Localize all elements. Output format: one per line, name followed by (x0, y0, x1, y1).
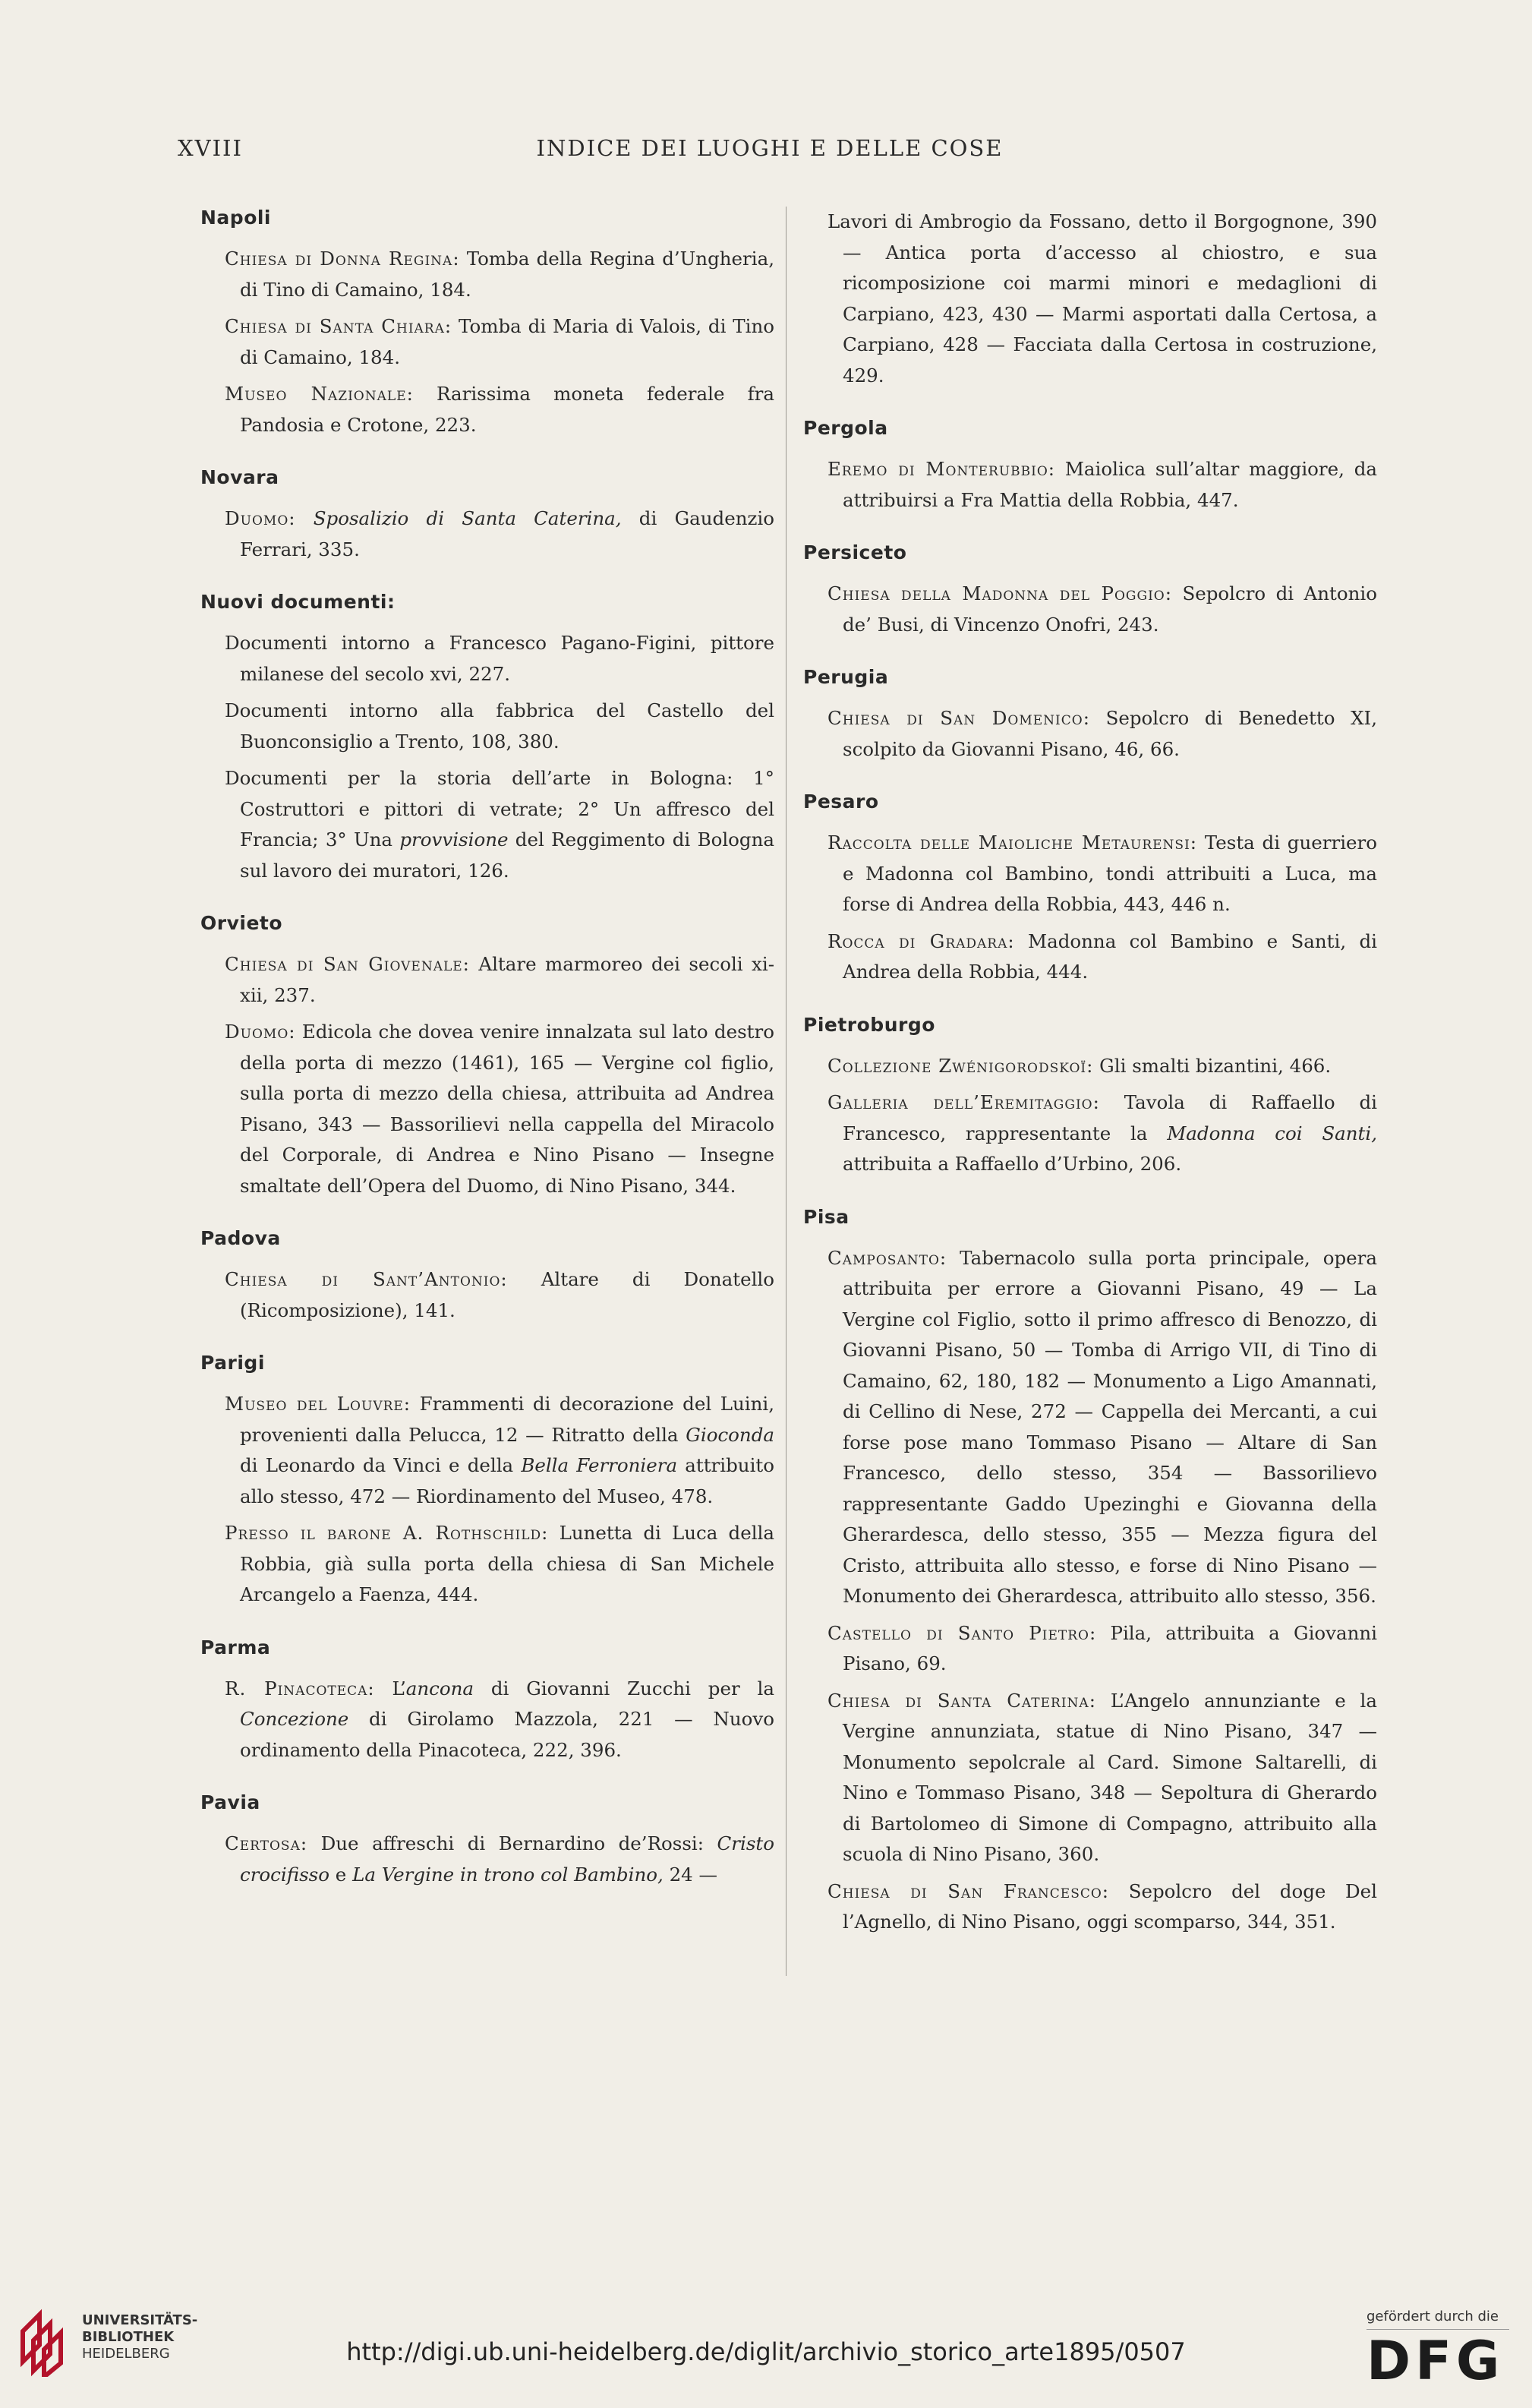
entry-text (296, 507, 314, 529)
entry-work-title: provvisione (399, 828, 509, 851)
entry-text: Tavola di Raffaello di Francesco, rappresentante la (843, 1091, 1377, 1144)
index-entry (210, 244, 774, 305)
entry-location: Duomo: (225, 507, 296, 529)
place-heading: Novara (200, 466, 279, 488)
entry-location: Chiesa di Santa Caterina: (827, 1689, 1096, 1712)
entry-text: Due affreschi di Bernardino de’Rossi: (307, 1832, 717, 1854)
entry-text: Testa di guerriero e Madonna col Bambino, tondi attribuiti a Luca, ma forse di Andrea della Robbia, 443, 446 n. (843, 832, 1377, 915)
entry-work-title: La Vergine in trono col Bambino, (352, 1863, 664, 1886)
index-entry (812, 703, 1377, 765)
entry-text: attribuito allo stesso, 472 — Riordinamento del Museo, 478. (240, 1454, 774, 1507)
index-entry (210, 503, 774, 565)
entry-text: attribuita a Raffaello d’Urbino, 206. (843, 1153, 1182, 1175)
index-entry (210, 696, 774, 757)
place-heading: Perugia (803, 666, 889, 688)
entry-work-title: Concezione (240, 1708, 349, 1730)
index-entry (210, 949, 774, 1011)
entry-text: Sepolcro di Benedetto XI, scolpito da Giovanni Pisano, 46, 66. (843, 707, 1378, 760)
index-entry (210, 763, 774, 886)
running-title: INDICE DEI LUOGHI E DELLE COSE (536, 135, 1004, 161)
index-entry (812, 828, 1377, 920)
entry-text: L’ (374, 1677, 406, 1699)
entry-location: Presso il barone A. Rothschild: (225, 1522, 549, 1544)
index-section (200, 912, 774, 1201)
index-section (803, 207, 1377, 391)
entry-work-title: ancona (405, 1677, 474, 1699)
index-section (200, 1227, 774, 1326)
entry-text: Documenti intorno alla fabbrica del Castello del Buonconsiglio a Trento, 108, 380. (225, 699, 774, 753)
entry-text: 24 — (663, 1863, 718, 1886)
place-heading: Persiceto (803, 541, 907, 563)
place-heading: Pietroburgo (803, 1013, 935, 1036)
entry-location: Chiesa di Santa Chiara: (225, 315, 452, 337)
entry-text: Gli smalti bizantini, 466. (1093, 1054, 1332, 1077)
entry-location: Eremo di Monterubbio: (827, 458, 1056, 480)
entry-work-title: Gioconda (686, 1423, 774, 1446)
entry-location: R. Pinacoteca: (225, 1677, 375, 1699)
index-entry (812, 1686, 1377, 1870)
index-column-left (200, 207, 774, 1916)
place-heading: Orvieto (200, 912, 283, 934)
index-section (200, 1352, 774, 1611)
place-heading: Parigi (200, 1352, 265, 1374)
place-heading: Padova (200, 1227, 281, 1249)
entry-location: Chiesa di San Giovenale: (225, 953, 470, 975)
funder-block (1367, 2309, 1518, 2392)
index-entry (812, 207, 1377, 391)
entry-work-title: Madonna coi Santi, (1167, 1122, 1377, 1144)
index-section (200, 591, 774, 886)
index-entry (812, 1051, 1377, 1082)
place-heading: Parma (200, 1636, 271, 1658)
index-entry (812, 579, 1377, 640)
entry-text: Tomba di Maria di Valois, di Tino di Camaino, 184. (240, 315, 774, 368)
entry-text: del Reggimento di Bologna sul lavoro dei muratori, 126. (240, 828, 774, 882)
index-entry (210, 1389, 774, 1512)
entry-text: di Gaudenzio Ferrari, 335. (240, 507, 774, 560)
index-column-right (803, 207, 1377, 1964)
page-footer (0, 2309, 1532, 2408)
place-heading: Pergola (803, 417, 888, 439)
entry-text: Tomba della Regina d’Ungheria, di Tino di Camaino, 184. (240, 248, 774, 301)
index-section (200, 1791, 774, 1890)
place-heading: Nuovi documenti: (200, 591, 396, 613)
page-number: XVIII (178, 135, 243, 161)
index-entry (210, 1264, 774, 1326)
index-section (803, 1014, 1377, 1180)
entry-text: Altare marmoreo dei secoli xi-xii, 237. (240, 953, 774, 1006)
place-heading: Pavia (200, 1791, 260, 1813)
entry-location: Raccolta delle Maioliche Metaurensi: (827, 832, 1198, 854)
entry-text: Sepolcro di Antonio de’ Busi, di Vincenzo Onofri, 243. (843, 582, 1377, 636)
entry-location: Collezione Zwénigorodskoï: (827, 1054, 1094, 1077)
library-name: UNIVERSITÄTS- BIBLIOTHEK HEIDELBERG (82, 2312, 198, 2362)
entry-location: Rocca di Gradara: (827, 929, 1015, 952)
entry-text: Maiolica sull’altar maggiore, da attribuirsi a Fra Mattia della Robbia, 447. (843, 458, 1377, 511)
index-entry (812, 1618, 1377, 1680)
entry-location: Castello di Santo Pietro: (827, 1621, 1097, 1644)
entry-work-title: Sposalizio di Santa Caterina, (313, 507, 622, 529)
index-entry (210, 1829, 774, 1890)
index-section (200, 1636, 774, 1766)
index-section (803, 791, 1377, 988)
dfg-logo: DFG (1367, 2330, 1505, 2392)
entry-text: Rarissima moneta federale fra Pandosia e Crotone, 223. (240, 383, 774, 436)
entry-location: Camposanto: (827, 1246, 947, 1269)
entry-location: Chiesa di Donna Regina: (225, 248, 460, 270)
index-section (803, 1206, 1377, 1938)
index-entry (812, 1243, 1377, 1612)
index-entry (812, 1876, 1377, 1938)
entry-location: Galleria dell’Eremitaggio: (827, 1091, 1100, 1113)
entry-text: Lunetta di Luca della Robbia, già sulla porta della chiesa di San Michele Arcangelo a Faenza, 444. (240, 1522, 774, 1605)
entry-work-title: Bella Ferroniera (521, 1454, 678, 1476)
place-heading: Pesaro (803, 791, 879, 813)
index-section (803, 541, 1377, 640)
index-entry (210, 311, 774, 373)
index-entry (812, 926, 1377, 988)
entry-text: Frammenti di decorazione del Luini, provenienti dalla Pelucca, 12 — Ritratto della (240, 1393, 774, 1446)
index-section (803, 417, 1377, 516)
entry-text: Documenti intorno a Francesco Pagano-Figini, pittore milanese del secolo xvi, 227. (225, 632, 774, 685)
index-entry (210, 1518, 774, 1611)
entry-text: Sepolcro del doge Del l’Agnello, di Nino Pisano, oggi scomparso, 344, 351. (843, 1879, 1377, 1933)
index-section (200, 207, 774, 440)
entry-location: Chiesa di San Francesco: (827, 1879, 1110, 1902)
entry-text: Edicola che dovea venire innalzata sul lato destro della porta di mezzo (1461), 165 — Vergine col figlio, sulla porta di mezzo della chiesa, attribuita ad Andrea Pisano, 343 — Bassorilievi nella cappella del Miracolo del Corporale, di Andrea e Nino Pisano — Insegne smaltate dell’Opera del Duomo, di Nino Pisano, 344. (240, 1021, 774, 1197)
entry-text: Altare di Donatello (Ricomposizione), 141. (240, 1268, 774, 1321)
index-section (803, 666, 1377, 765)
entry-text: Madonna col Bambino e Santi, di Andrea della Robbia, 444. (843, 929, 1378, 983)
place-heading: Pisa (803, 1205, 850, 1228)
entry-text: Lavori di Ambrogio da Fossano, detto il Borgognone, 390 — Antica porta d’accesso al chiostro, e sua ricomposizione coi marmi minori e medaglioni di Carpiano, 423, 430 — Marmi asportati dalla Certosa, a Carpiano, 428 — Facciata dalla Certosa in costruzione, 429. (827, 210, 1377, 387)
entry-location: Museo Nazionale: (225, 383, 414, 405)
entry-location: Chiesa di Sant’Antonio: (225, 1268, 508, 1290)
entry-location: Duomo: (225, 1021, 296, 1043)
entry-location: Certosa: (225, 1832, 308, 1854)
index-entry (812, 1087, 1377, 1180)
funder-label: gefördert durch die (1367, 2309, 1499, 2324)
entry-location: Chiesa di San Domenico: (827, 707, 1090, 729)
source-url[interactable]: http://digi.ub.uni-heidelberg.de/diglit/archivio_storico_arte1895/0507 (346, 2337, 1186, 2366)
entry-text: L’Angelo annunziante e la Vergine annunziata, statue di Nino Pisano, 347 — Monumento sepolcrale al Card. Simone Saltarelli, di Nino e Tommaso Pisano, 348 — Sepoltura di Gherardo di Bartolomeo di Simone di Compagno, attribuito alla scuola di Nino Pisano, 360. (843, 1689, 1378, 1865)
index-entry (210, 379, 774, 440)
entry-text: di Leonardo da Vinci e della (240, 1454, 522, 1476)
entry-text: di Girolamo Mazzola, 221 — Nuovo ordinamento della Pinacoteca, 222, 396. (240, 1708, 774, 1761)
index-section (200, 466, 774, 565)
index-entry (210, 1674, 774, 1766)
index-entry (812, 454, 1377, 516)
entry-text: e (329, 1863, 353, 1886)
entry-text: Documenti per la storia dell’arte in Bologna: 1° Costruttori e pittori di vetrate; 2° Un affresco del Francia; 3° Una (225, 767, 774, 851)
index-entry (210, 1017, 774, 1201)
entry-location: Chiesa della Madonna del Poggio: (827, 582, 1173, 604)
index-entry (210, 628, 774, 690)
entry-location: Museo del Louvre: (225, 1393, 411, 1415)
place-heading: Napoli (200, 207, 272, 229)
entry-text: Pila, attribuita a Giovanni Pisano, 69. (843, 1621, 1378, 1674)
entry-text: di Giovanni Zucchi per la (473, 1677, 774, 1699)
page-header (178, 135, 1362, 173)
entry-text: Tabernacolo sulla porta principale, opera attribuita per errore a Giovanni Pisano, 49 — La Vergine col Figlio, sotto il primo affresco di Benozzo, di Giovanni Pisano, 50 — Tomba di Arrigo VII, di Tino di Camaino, 62, 180, 182 — Monumento a Ligo Amannati, di Cellino di Nese, 272 — Cappella dei Mercanti, a cui forse pose mano Tommaso Pisano — Altare di San Francesco, dello stesso, 354 — Bassorilievo rappresentante Gaddo Upezinghi e Giovanna della Gherardesca, dello stesso, 355 — Mezza figura del Cristo, attribuita allo stesso, e forse di Nino Pisano — Monumento dei Gherardesca, attribuito allo stesso, 356. (843, 1246, 1377, 1607)
entry-work-title: Cristo crocifisso (240, 1832, 774, 1886)
